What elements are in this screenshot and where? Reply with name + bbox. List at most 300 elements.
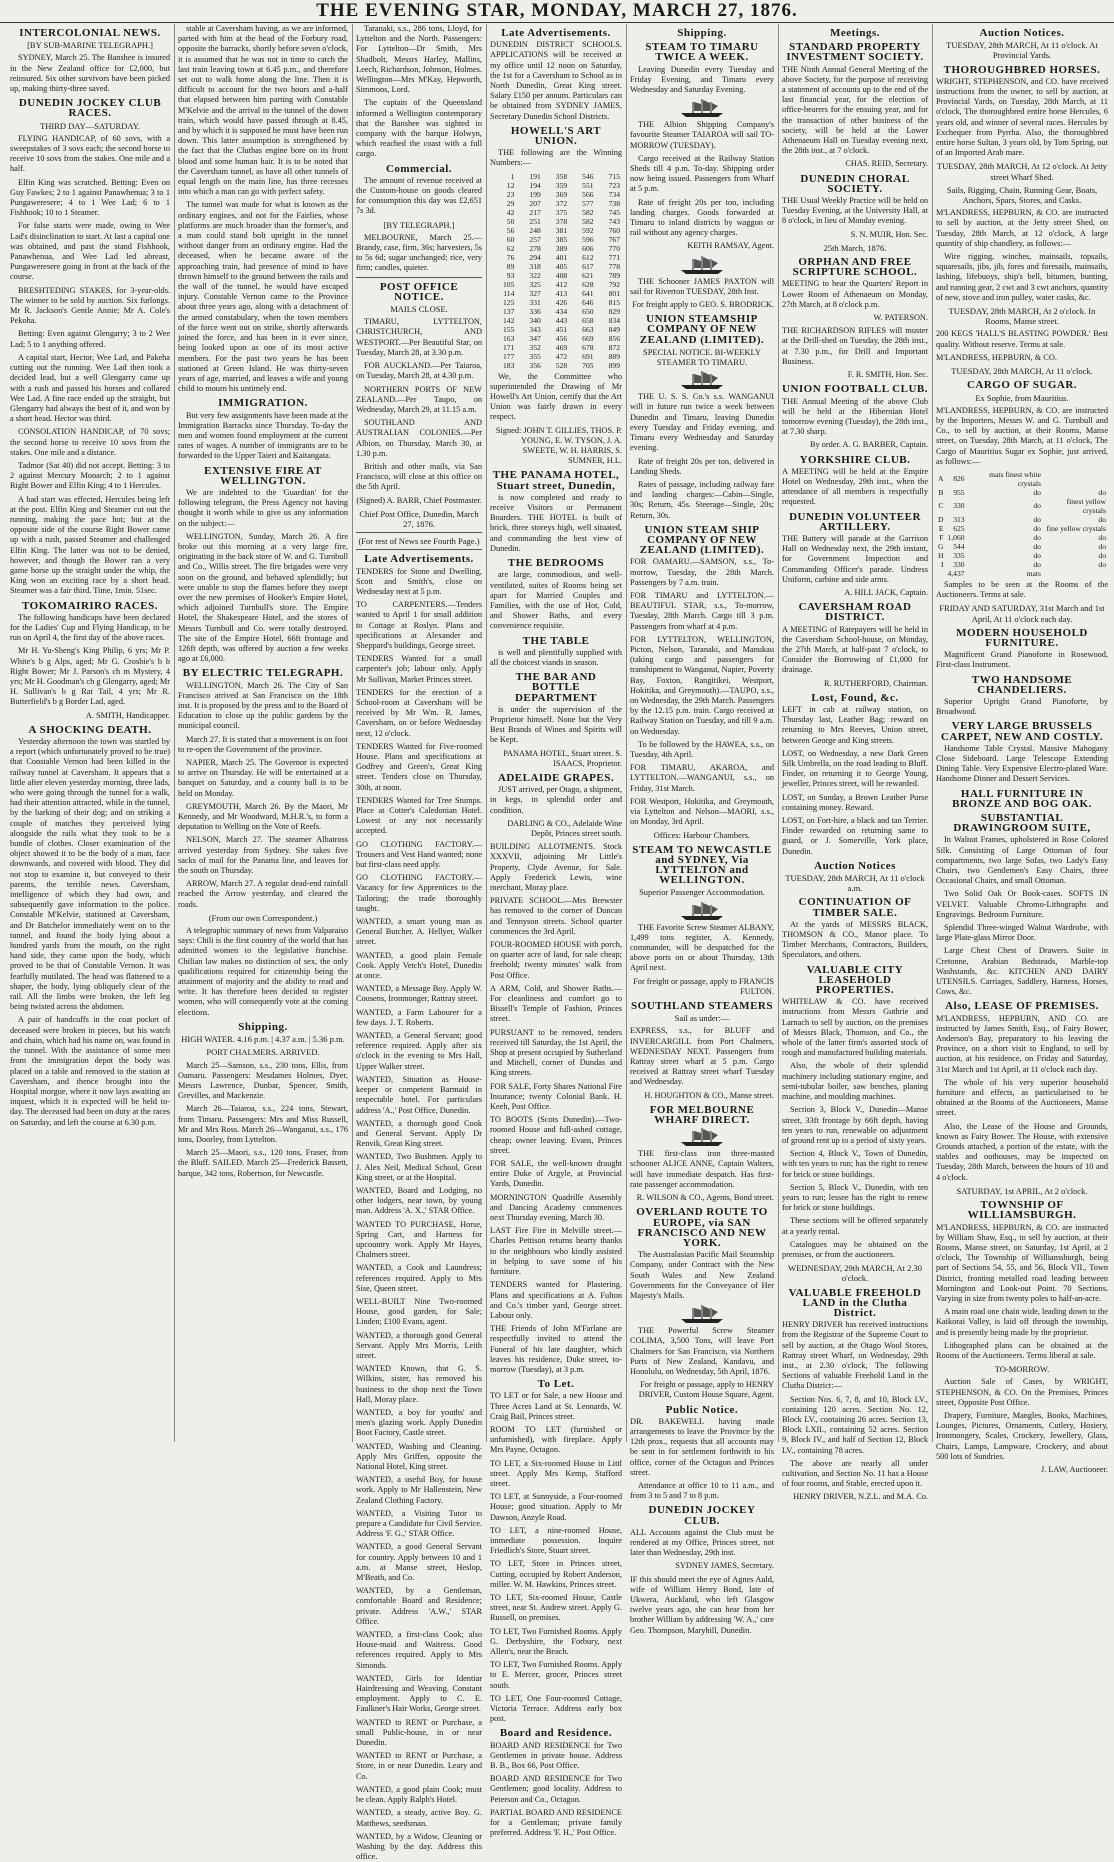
table-cell: 566 xyxy=(582,189,594,199)
subheading: TUESDAY, 28th MARCH, At 2 o'clock. In Rooms, Manse street. xyxy=(948,306,1096,327)
advertisement: THE Friends of John M'Farlane are respectfully invited to attend the Funeral of his late daughter, which leaves his residence, Duke street, to-morrow (Tuesday), at 3 p.m. xyxy=(490,1324,622,1374)
advertisement: WANTED, Washing and Cleaning. Apply Mrs Griffen, opposite the National Hotel, King street. xyxy=(356,1441,482,1471)
subheading: Ex Sophie, from Mauritius. xyxy=(975,392,1069,403)
advertisement: WANTED Known, that G. S. Wilkins, sister, has removed his business to the shop next the Town Hall, Moray place. xyxy=(356,1364,482,1404)
shipping-notice xyxy=(630,370,774,453)
section-heading: UNION STEAMSHIP COMPANY OF NEW ZEALAND (LIMITED). xyxy=(639,313,765,346)
article-paragraph: March 27. It is stated that a movement is on foot to re-open the Government of the province. xyxy=(178,734,348,754)
signature-line: KEITH RAMSAY, Agent. xyxy=(687,241,774,251)
advertisement: GO CLOTHING FACTORY.—Vacancy for few Apprentices to the Tailoring; the trade thoroughly taught. xyxy=(356,873,482,913)
signature-line: S. N. MUIR, Hon. Sec. xyxy=(850,229,928,239)
table-cell: do xyxy=(1033,559,1041,569)
article-paragraph: NELSON, March 27. The steamer Albatross arrived yesterday from Sydney. She takes five sacks of mail for the Panama line, and leaves for the south on Thursday. xyxy=(178,835,348,876)
article-paragraph: NORTHERN PORTS OF NEW ZEALAND.—Per Taupo, on Wednesday, March 29, at 11.15 a.m. xyxy=(356,384,482,414)
shipping-notice xyxy=(630,255,774,297)
table-row xyxy=(490,352,622,361)
advertisement: FOR LYTTELTON, WELLINGTON, Picton, Nelson, Taranaki, and Manukau (taking cargo and passengers for transhipment to Wanganui, Napier, Poverty Bay, Foxton, Rangitikei, Westport, Hokitika, and Greymouth).—TAUPO, s.s., on Wednesday, the 29th March. Passengers by the 12.15 p.m. train. Cargo received at Railway Station on Tuesday, and till 9 a.m. on Wednesday. xyxy=(630,634,774,736)
section-heading: Shipping. xyxy=(677,27,727,39)
article-paragraph: Lithographed plans can be obtained at the Rooms of the Auctioneers. Terms liberal at sale. xyxy=(936,1340,1108,1360)
advertisement: A MEETING of Ratepayers will be held in the Caversham School-house, on Monday, the 27th March, at half-past 7 o'clock, to Consider the Borrowing of £1,000 for drainage. xyxy=(782,624,928,675)
table-cell: 650 xyxy=(582,306,594,316)
table-cell: 789 xyxy=(608,270,620,280)
advertisement: LOST, on Sunday, a Brown Leather Purse containing money. Reward. xyxy=(782,792,928,812)
subheading: HIGH WATER. 4.16 p.m. | 4.37 a.m. | 5.36 p.m. xyxy=(181,1034,345,1045)
column-6 xyxy=(782,24,928,1502)
table-cell: 829 xyxy=(608,306,620,316)
subheading: (For rest of News see Fourth Page.) xyxy=(358,536,480,547)
table-cell: 12 xyxy=(506,180,515,190)
section-heading: VALUABLE CITY LEASEHOLD PROPERTIES. xyxy=(806,963,904,997)
subheading: SATURDAY, 1st APRIL, At 2 o'clock. xyxy=(956,1185,1088,1196)
subheading: TUESDAY, 28th MARCH, At 12 o'clock. At Jetty street Wharf Shed. xyxy=(936,161,1108,182)
signature-line: A. HILL JACK, Captain. xyxy=(844,587,928,597)
shipping-notice xyxy=(630,1127,774,1190)
section-heading: IMMIGRATION. xyxy=(218,397,308,410)
table-cell: 606 xyxy=(582,243,594,253)
table-cell: 889 xyxy=(608,351,620,361)
article-paragraph: Rate of freight 20s per ton, including landing charges. Goods forwarded at Timaru to inland districts by waggon or rail without any agency charges. xyxy=(630,197,774,238)
table-cell: do xyxy=(1033,532,1041,542)
table-cell: finest yellow crystals xyxy=(1066,496,1106,515)
advertisement: LEFT in cab at railway station, on Thursday last, Leather Bag; reward on returning to Mrs Reeves, Union street, between George and King streets. xyxy=(782,704,928,745)
table-cell: 331 xyxy=(529,297,541,307)
table-cell: 294 xyxy=(529,252,541,262)
advertisement: M'LANDRESS, HEPBURN, & CO. are instructed by the Importers, Messrs W. and G. Turnbull and Co., to sell by auction, at their Rooms, Manse street, on Tuesday, 28th March, at 11 o'clock, The Cargo of Mauritius Sugar ex Sophie, just arrived, as follows:— xyxy=(936,405,1108,466)
shipping-notice-text: THE first-class iron three-masted schooner ALICE ANNE, Captain Walters, will have immediate despatch. Has first-rate passenger accommodation. xyxy=(630,1149,774,1189)
article-paragraph: Splendid Three-winged Walnut Wardrobe, with large Plate-glass Mirror Door. xyxy=(936,923,1108,943)
advertisement: LOST, on Fort-hire, a black and tan Terrier. Finder rewarded on returning same to guard, or J. Somerville, York place, Dunedin. xyxy=(782,816,928,856)
divider xyxy=(356,549,482,550)
article-paragraph: BRESHTEDING STAKES, for 3-year-olds. The winner to be sold by auction. Six furlongs. Mr R. Jackson's Gentle Annie; Mr A. Cole's Pekoha. xyxy=(10,285,170,326)
article-paragraph: Two Solid Oak Or Book-cases. SOFTS IN VELVET. Valuable Chromo-Lithographs and Engravings. Bedroom Furniture. xyxy=(936,889,1108,919)
table-cell: 899 xyxy=(608,360,620,370)
table-cell: 155 xyxy=(503,324,515,334)
advertisement: WANTED, a good plain Female Cook. Apply Vetch's Hotel, Dunedin at once. xyxy=(356,950,482,981)
table-cell: 359 xyxy=(555,180,568,190)
article-paragraph: FLYING HANDICAP, of 60 sovs, with a sweepstakes of 3 sovs each; the second horse to receive 10 sovs from the stakes. One mile and a half. xyxy=(10,133,170,174)
table-cell: do xyxy=(1033,541,1041,551)
section-heading: ADELAIDE GRAPES. xyxy=(497,771,615,784)
table-cell: 646 xyxy=(582,297,594,307)
advertisement: IF this should meet the eye of Agnes Auld, wife of William Henry Bond, late of Ukwera, Auckland, who left Glasgow twelve years ago, she can hear from her brother William by addressing 'W. A.,' care Geo. Thompson, Maryhill, Dunedin. xyxy=(630,1574,774,1635)
shipping-notice xyxy=(630,901,774,974)
table-cell: 641 xyxy=(582,288,594,298)
shipping-notice-text: THE Schooner JAMES PAXTON will sail for Riverton TUESDAY, 28th Inst. xyxy=(630,276,774,296)
table-cell: 1,060 xyxy=(947,532,965,542)
table-cell: 738 xyxy=(608,198,620,208)
table-cell: 582 xyxy=(582,207,594,217)
table-cell: 617 xyxy=(582,261,594,271)
article-paragraph: NAPIER, March 25. The Governor is expected to arrive on Thursday. He will be entertained at a banquet on Saturday, and a county ball is to be held on Monday. xyxy=(178,758,348,798)
advertisement: LOST, on Wednesday, a new Dark Green Silk Umbrella, on the road leading to Bluff. Finder, on returning it to George Young, jeweller, Princes street, will be rewarded. xyxy=(782,748,928,789)
table-row xyxy=(490,199,622,208)
advertisement: WANTED, Situation as House-keeper or competent Barmaid in respectable hotel. For particulars address 'A.,' Post Office, Dunedin. xyxy=(356,1074,482,1115)
section-heading: EXTENSIVE FIRE AT WELLINGTON. xyxy=(204,464,322,487)
article-paragraph: Samples to be seen at the Rooms of the Auctioneers. Terms at sale. xyxy=(936,579,1108,600)
table-cell: C xyxy=(938,501,944,511)
signature-line: For freight or passage, apply to HENRY DRIVER, Custom House Square, Agent. xyxy=(638,1380,774,1400)
advertisement: WRIGHT, STEPHENSON, and CO. have received instructions from the owner, to sell by auction, at Provincial Yards, on Tuesday, 28th March, at 11 o'clock, The thoroughbred entire horse Hercules, 6 years old, and winner of several races. Hercules by Exchequer from Pyrrha. Also, the thoroughbred entire horse Sultan, 3 years old, by Tom Spring, out of an Imported Arab mare. xyxy=(936,76,1108,158)
shipping-notice-text: THE U. S. S. Co.'s s.s. WANGANUI will in future run twice a week between Dunedin and Timaru, leaving Dunedin every Tuesday and Friday evening, and Timaru every Wednesday and Saturday evening. xyxy=(630,392,774,453)
table-cell: 330 xyxy=(953,501,965,511)
table-row xyxy=(936,515,1108,524)
article-paragraph: The Australasian Pacific Mail Steamship Company, under Contract with the New South Wales and New Zealand Governments for the Conveyance of Her Majesty's Mails. xyxy=(630,1250,774,1300)
advertisement: LAST Fire Fire in Melville street.—Charles Pettison returns hearty thanks to the neighbours who kindly assisted in helping to save some of his furniture. xyxy=(490,1226,622,1277)
signature-line: CHAS. REID, Secretary. xyxy=(845,159,928,169)
advertisement: FOR OAMARU.—SAMSON, s.s., To-morrow, Tuesday, the 28th March. Passengers by 7 a.m. train. xyxy=(630,557,774,587)
table-cell: do xyxy=(1033,501,1041,511)
table-cell: 628 xyxy=(582,279,594,289)
signature-line: H. HOUGHTON & CO., Manse street. xyxy=(644,1090,774,1100)
table-cell: 177 xyxy=(503,351,515,361)
table-cell: 767 xyxy=(608,234,620,244)
advertisement: TO LET, a Six-roomed House in Littl street. Apply Mrs Kemp, Stafford street. xyxy=(490,1458,622,1488)
table-cell: 207 xyxy=(529,198,541,208)
advertisement: TO LET, Two Furnished Rooms. Apply to E. Mercer, grocer, Princes street south. xyxy=(490,1660,622,1690)
table-cell: mats xyxy=(1026,568,1041,578)
table-cell: 801 xyxy=(608,288,620,298)
table-cell: 381 xyxy=(555,225,568,235)
sailing-ship-icon xyxy=(677,901,727,921)
section-heading: DUNEDIN VOLUNTEER ARTILLERY. xyxy=(789,510,921,533)
table-row xyxy=(490,343,622,352)
advertisement: TENDERS wanted for Plastering. Plans and specifications at A. Fulton and Co.'s timber yard, George street. Labour only. xyxy=(490,1280,622,1320)
table-cell: 89 xyxy=(506,261,515,271)
article-paragraph: Rates of passage, including railway fare and landing charges:—Cabin—Single, 30s; Return, 45s. Steerage—Single, 20s; Return, 30s. xyxy=(630,479,774,520)
advertisement: M'LANDRESS, HEPBURN, & CO. are instructed to sell by auction, at the Jetty street Shed, on Tuesday, 28th March, at 12 o'clock, A large quantity of ship chandlery, as follows:— xyxy=(936,208,1108,248)
advertisement: TO LET or for Sale, a new House and Three Acres Land at St. Leonards, W. Craig Bail, Princes street. xyxy=(490,1391,622,1421)
article-paragraph: The tunnel was made for what is known as the ordinary engines, and not for the Fairlies, whose platforms are much broader than the former's, and a man could stand bolt upright in the tunnel without danger from an ordinary engine. Had the deceased, when he became aware of the approaching train, had presence of mind to have thrown himself to the ground between the rails and the wall of the tunnel, he would have escaped injury. Constable Vernon came to the Province about three years ago, along with a detachment of the armed constabulary, when the town members of the force went out on strike, shortly afterwards joined the force, and has been in it ever since, being looked upon as one of its most active members. For the past two years he has been stationed at Green Island. He was thirty-seven years of age, married, and leaves a wife and young child to mourn his untimely end. xyxy=(178,200,348,394)
column-5 xyxy=(630,24,774,1635)
advertisement: PRIVATE SCHOOL.—Mrs Brewster has removed to the corner of Duncan and Tennyson streets. School quarter commences the 3rd April. xyxy=(490,896,622,936)
subheading: WEDNESDAY, 29th MARCH, At 2.30 o'clock. xyxy=(788,1263,922,1284)
advertisement: BOARD AND RESIDENCE for Two Gentlemen; good locality. Address to Peterson and Co., Octagon. xyxy=(490,1774,622,1804)
advertisement: EXPRESS, s.s., for BLUFF and INVERCARGILL from Port Chalmers, WEDNESDAY NEXT. Passengers from Rattray street wharf at 5 p.m. Cargo received at Rattray street wharf Tuesday and Wednesday. xyxy=(630,1026,774,1087)
table-row xyxy=(490,226,622,235)
table-row xyxy=(936,497,1108,515)
advertisement: M'LANDRESS, HEPBURN, AND CO. are instructed by James Smith, Esq., of Fairy Bower, Anderson's Bay, preparatory to his leaving the Province, on a short visit to England, to sell by auction, at his residence, on Friday and Saturday, 31st March and 1st April, at 11 o'clock each day. xyxy=(936,1013,1108,1074)
table-cell: 358 xyxy=(555,171,568,181)
advertisement: TO BOOTS (Scots Dunedin).—Two-roomed House and full-ashed cottage, cheap; owner leaving. Evans, Princes street. xyxy=(490,1115,622,1155)
article-paragraph: We, the Committee who superintended the Drawing of Mr Howell's Art Union, certify that the Art Union was fairly drawn in every respect. xyxy=(490,371,622,422)
signature-line: R. RUTHERFORD, Chairman. xyxy=(824,678,928,688)
subheading: Sails, Rigging, Chain, Running Gear, Boats, Anchors, Spars, Stores, and Casks. xyxy=(946,184,1098,206)
table-cell: 335 xyxy=(953,550,965,560)
article-paragraph: Also, the Lease of the House and Grounds, known as Fairy Bower. The House, with extensive Grounds attached, a portion of the estate, with the stables and outhouses, may be inspected on Tuesday, 28th March, between the hours of 10 and 4 o'clock. xyxy=(936,1121,1108,1182)
sailing-ship-icon xyxy=(677,1127,727,1147)
section-heading: STEAM TO TIMARU TWICE A WEEK. xyxy=(645,41,759,64)
advertisement: M'LANDRESS, HEPBURN, & CO. are instructed by William Shaw, Esq., to sell by auction, at their Rooms, Manse street, on Saturday, 1st April, at 2 o'clock, The Township of Williamsburgh, being part of Sections 54, 55, and 56, Block VII., Town District, fronting metalled road leading between Mornington and Look-out Point. 70 Sections. Varying in size from twenty poles to half-an-acre. xyxy=(936,1222,1108,1303)
section-heading: Auction Notices xyxy=(814,859,896,872)
advertisement: 200 KEGS 'HALL'S BLASTING POWDER.' Best quality. Without reserve. Terms at sale. xyxy=(936,329,1108,349)
table-cell: 456 xyxy=(555,333,568,343)
article-paragraph: are large, commodious, and well-ventilated, suites of Rooms being set apart for Married Couples and Families, with the use of Hot, Cold, and Shower Baths, and every convenience requisite. xyxy=(490,570,622,631)
table-row xyxy=(490,217,622,226)
article-paragraph: SOUTHLAND AND AUSTRALIAN COLONIES.—Per Albion, on Thursday, March 30, at 1.30 p.m. xyxy=(356,418,482,458)
table-cell: I xyxy=(940,559,944,569)
section-heading: DUNEDIN JOCKEY CLUB RACES. xyxy=(18,97,162,120)
table-cell: 62 xyxy=(506,243,515,253)
section-heading: STEAM TO NEWCASTLE and SYDNEY, Via LYTTELTON and WELLINGTON. xyxy=(632,843,772,887)
column-4 xyxy=(490,24,622,1838)
advertisement: WANTED, Girls for Identiar Hairdressing and Weaving. Constant employment. Apply to C. E. Faulkner's Hair Works, George street. xyxy=(356,1673,482,1714)
table-cell: 582 xyxy=(582,216,594,226)
signature-line: By order. A. G. BARBER, Captain. xyxy=(810,440,928,450)
table-cell: 163 xyxy=(503,333,515,343)
section-heading: THE BEDROOMS xyxy=(507,557,605,570)
article-paragraph: We are indebted to the 'Guardian' for the following telegram, the Press Agency not having thought it worth while to give us any information on the subject:— xyxy=(178,487,348,528)
advertisement: WANTED, a useful Boy, for house work. Apply to Mr Hallenstein, New Zealand Clothing Factory. xyxy=(356,1475,482,1505)
table-cell: 372 xyxy=(555,198,568,208)
table-row xyxy=(936,470,1108,488)
subheading: Chief Post Office, Dunedin, March 27, 1876. xyxy=(359,508,479,529)
article-paragraph: March 25—Maori, s.s., 120 tons, Fraser, from the Bluff. SAILED. March 25—Frederick Bassett, barque, 342 tons, Robertson, for Newcastle. xyxy=(178,1148,348,1178)
section-heading: POST OFFICE NOTICE. xyxy=(379,280,459,303)
article-paragraph: stable at Caversham having, as we are informed, parted with him at the head of the Forbury road, opposite the barracks, shortly before seven o'clock, it is assumed that he was not in time to catch the last train leaving town at 6.45 p.m., and therefore set out to walk home along the line. Then it is difficult to account for the two hours and a-half that elapsed between him parting with Constable M'Kelvie and the arrival in the tunnel of the down train, which would have passed through at 8.45, and by which it is supposed he must have been run down. This latter assumption is strengthened by the fact that the Cluthas engine bore on its front blood and some human hair. It is to be noted that the Caversham tunnel, as have all other tunnels of equal length on the main line, has three recesses into which a man can go with perfect safety. xyxy=(178,24,348,197)
shipping-notice xyxy=(630,1304,774,1377)
table-cell: 770 xyxy=(608,243,620,253)
table-row xyxy=(936,533,1108,542)
advertisement: DUNEDIN DISTRICT SCHOOLS. APPLICATIONS will be received at my office until 12 noon on Saturday, the 1st for a Caversham to School as in North Dunedin, Great King street. Salary £150 per annum. Particulars can be obtained from SYDNEY JAMES, Secretary Dunedin School Districts. xyxy=(490,40,622,121)
table-cell: do xyxy=(1098,514,1106,524)
table-cell: 60 xyxy=(506,234,515,244)
table-cell: 544 xyxy=(953,541,965,551)
table-cell: 577 xyxy=(582,198,594,208)
article-paragraph: Drapery, Furniture, Mangles, Books, Machines, Lounges, Pictures, Ornaments, Cutlery, Hosiery, Ironmongery, Scales, Crockery, Jewellery, Glass, Chairs, Lamps, Lampware, Crockery, and about 500 lots of Sundries. xyxy=(936,1410,1108,1461)
table-cell: 105 xyxy=(503,279,515,289)
section-heading: Public Notice. xyxy=(665,1403,739,1416)
column-rule xyxy=(932,24,933,1442)
table-cell: do xyxy=(1033,550,1041,560)
table-cell: 248 xyxy=(529,225,541,235)
advertisement: FOR SALE, the well-known draught entire Duke of Argyle, at Provincial Yards, Dunedin. xyxy=(490,1159,622,1189)
section-heading: TOWNSHIP OF WILLIAMSBURGH. xyxy=(967,1199,1077,1222)
advertisement: FOR TIMARU, AKAROA, and LYTTELTON.—WANGANUI, s.s., on Friday, 31st March. xyxy=(630,763,774,793)
article-paragraph: March 25—Samson, s.s., 230 tons, Ellis, from Oamaru. Passengers: Mesdames Holmes, Dyer, Messrs Lawrence, Dunbar, Spencer, Smith, Grevilles, and Mackenzie. xyxy=(178,1060,348,1101)
table-cell: 621 xyxy=(582,270,594,280)
signature-line: Signed: JOHN T. GILLIES, THOS. P. YOUNG, E. W. TYSON, J. A. SWEETE, W. H. HARRIS, S. SUMNER, H.L. xyxy=(495,425,622,466)
section-heading: UNION STEAM SHIP COMPANY OF NEW ZEALAND (LIMITED). xyxy=(639,523,765,557)
section-heading: HALL FURNITURE IN BRONZE AND BOG OAK. xyxy=(952,787,1092,810)
table-cell: 792 xyxy=(608,279,620,289)
advertisement: WANTED, a thorough good Cook and General Servant. Apply Dr Renvik, Great King street. xyxy=(356,1118,482,1149)
table-cell: 352 xyxy=(529,342,541,352)
section-heading: DUNEDIN CHORAL SOCIETY. xyxy=(800,172,910,195)
article-paragraph: Also, the whole of their splendid machinery including stationary engine, and semi-tubular boiler, saw benches, planing machine, and moulding machines. xyxy=(782,1061,928,1102)
article-paragraph: Taranaki, s.s., 286 tons, Lloyd, for Lyttelton and the North. Passengers: For Lyttelton—Dr Smith, Mrs Shadbolt, Messrs Harley, Mallins, Leech, Richardson, Johnson, Holmes. Wellington—Mrs M'Kay, Hepworth, Simmons, Lord. xyxy=(356,24,482,95)
advertisement: FOR TIMARU and LYTTELTON.—BEAUTIFUL STAR, s.s., To-morrow, Tuesday, 28th March. Cargo till 3 p.m. Passengers from wharf at 4 p.m. xyxy=(630,590,774,631)
table-cell: 194 xyxy=(529,180,541,190)
article-paragraph: WELLINGTON, Sunday, March 26. A fire broke out this morning at a very large fire, originating in the back store of W. and G. Turnbull and Co., Willis street. The fire brigades were very soon on the ground, and behaved splendidly; but were unable to stop the flames before they swept over the new premises of Hooker's Empire Hotel, which adjoined Turnbull's store. The Empire Hotel, the Shakespeare Hotel, and the stores of Messrs Turnbull and Co. were totally destroyed. The site of the Empire Hotel, 66ft frontage and 126ft depth, was offered by auction a few weeks ago at £6,000. xyxy=(178,531,348,664)
section-heading: THOROUGHBRED HORSES. xyxy=(943,63,1101,76)
divider xyxy=(356,532,482,533)
table-cell: 343 xyxy=(529,324,541,334)
table-row xyxy=(490,181,622,190)
sailing-ship-icon xyxy=(677,98,727,118)
article-paragraph: Yesterday afternoon the town was startled by a report (which unfortunately proved to be true) that Constable Vernon had been killed in the railway tunnel at Caversham. It appears that a little after eleven yesterday morning, three lads, who were going through the tunnel for a walk, had their attention attracted, while in the tunnel, by the barking of their dog; and on striking a couple of matches they perceived lying alongside the rails what they took to be a bundle of clothes. Closer examination of the object showed it to be the body of a man, face downwards, and covered with blood. They did not stop to examine it, but conveyed to their parents, the terrible news. Caversham, intelligence of which they had own, and subsequently gave information to the police. Constable M'Kelvie, stationed at Caversham, and Dr Batchelor immediately went on to the tunnel, and found the body lying about a hundred yards from the mouth, on the right hand side, they came upon the body, which proved to be that of Constable Vernon. It was fearfully mutilated. The head was flattened to a shaper, the body, lying obliquely clear of the rail. All the limbs were broken, the left leg being twisted across the abdomen. xyxy=(10,737,170,1012)
table-row xyxy=(490,262,622,271)
table-cell: do xyxy=(1098,532,1106,542)
article-paragraph: A pair of handcuffs in the coat pocket of deceased were broken in pieces, but his watch and chain, which had his name on, was found in the tunnel. With the assistance of some men from the immigration depot the body was placed on a table and removed to the station at Caversham, and thence brought into the Hospital morgue, where it now lays awaiting an inquest, which it is expected will be held to-day. The deceased had been on duty at the races on Saturday, and left the course at 6.30 p.m. xyxy=(10,1015,170,1127)
advertisement: WANTED, by a Gentleman, comfortable Board and Residence; private. Address 'A.W.,' STAR Office. xyxy=(356,1586,482,1626)
table-cell: 318 xyxy=(529,261,541,271)
columns-container xyxy=(10,24,1108,1862)
article-paragraph: Auction Sale of Cases, by WRIGHT, STEPHENSON, & CO. On the Premises, Princes street, Opposite Post Office. xyxy=(936,1377,1108,1407)
table-cell: 93 xyxy=(506,270,515,280)
table-row xyxy=(936,551,1108,560)
table-cell: A xyxy=(938,474,944,484)
section-heading: INTERCOLONIAL NEWS. xyxy=(19,27,161,39)
article-paragraph: Section 4, Block V., Town of Dunedin, with ten years to run; has the right to renew for brick or stone buildings. xyxy=(782,1149,928,1179)
table-cell: 327 xyxy=(529,288,541,298)
advertisement: FOUR-ROOMED HOUSE with porch, on quarter acre of land, for sale cheap; freehold; twenty minutes' walk from Post Office. xyxy=(490,940,622,980)
article-paragraph: March 26—Taiaroa, s.s., 224 tons, Stewart, from Timaru. Passengers: Mrs and Miss Russell, Mr and Mrs Ross. March 26—Wanganui, s.s., 176 tons, Doorley, from Lyttelton. xyxy=(178,1104,348,1144)
signature-line: F. R. SMITH, Hon. Sec. xyxy=(847,370,928,380)
article-paragraph: FOR AUCKLAND.—Per Taiaroa, on Tuesday, March 28, at 4.30 p.m. xyxy=(356,361,482,381)
table-row xyxy=(490,361,622,370)
section-heading: THE BAR AND BOTTLE DEPARTMENT xyxy=(514,671,598,704)
table-cell: 715 xyxy=(608,171,620,181)
subheading: [BY TELEGRAPH.] xyxy=(383,219,455,230)
subheading: TUESDAY, 28th MARCH, At 11 o'clock a.m. xyxy=(785,873,925,894)
table-cell: 691 xyxy=(582,351,594,361)
table-cell: 426 xyxy=(555,297,568,307)
table-row xyxy=(490,316,622,325)
table-cell: 723 xyxy=(608,180,620,190)
article-paragraph: Attendance at office 10 to 11 a.m., and from 3 to 5 and 7 to 8 p.m. xyxy=(630,1480,774,1501)
table-cell: B xyxy=(938,487,944,497)
advertisement: WANTED to RENT or Purchase, a small Public-house, in or near Dunedin. xyxy=(356,1717,482,1748)
section-heading: To Let. xyxy=(537,1378,575,1391)
table-cell: 469 xyxy=(555,342,568,352)
advertisement: TO LET, at Sunnyside, a Four-roomed House; good situation. Apply to Mr Dawson, Anzyle Road. xyxy=(490,1492,622,1522)
table-cell: 834 xyxy=(608,315,620,325)
table-cell: 815 xyxy=(608,297,620,307)
article-paragraph: Section 3, Block V., Dunedin—Manse street, 33ft frontage by 66ft depth, having ten years to run, renewable on adjustment of ground rent up to a period of sixty years. xyxy=(782,1105,928,1145)
section-heading: Meetings. xyxy=(829,27,880,39)
advertisement: TENDERS for the erection of a School-room at Caversham will be received by Mr Wm. R. James, Caversham, on or before Wednesday next, 12 o'clock. xyxy=(356,687,482,738)
table-cell: 191 xyxy=(529,171,541,181)
table-cell: 872 xyxy=(608,342,620,352)
table-cell: E xyxy=(938,523,944,533)
article-paragraph: The captain of the Queensland informed a Wellington contemporary that the Banshee was sighted in company with the barque Holwyn, which reached the coast with a full cargo. xyxy=(356,98,482,159)
table-cell: 401 xyxy=(555,252,568,262)
table-cell: 378 xyxy=(555,216,568,226)
advertisement: GO CLOTHING FACTORY.—Trousers and Vest Hand wanted; none but first-class need apply. xyxy=(356,839,482,870)
article-paragraph: A main road one chain wide, leading down to the Kaikorai Valley, is laid off through the township, and is presently being made by the proprietor. xyxy=(936,1307,1108,1337)
table-row xyxy=(490,325,622,334)
article-paragraph: Section 5, Block V., Dunedin, with ten years to run; lessee has the right to renew for brick or stone buildings. xyxy=(782,1182,928,1213)
divider xyxy=(356,277,482,278)
table-cell: 434 xyxy=(555,306,568,316)
section-heading: CARGO OF SUGAR. xyxy=(966,379,1078,392)
column-7 xyxy=(936,24,1108,1474)
advertisement: BUILDING ALLOTMENTS. Stock XXXVII, adjoining Mr Little's Property, Clyde Avenue, for Sale. Apply Frederick Lewis, wine merchant, Moray place. xyxy=(490,842,622,892)
article-paragraph: A bad start was effected, Hercules being left at the post. Elfin King and Steamer cut out the running, making the pace hot; but at the opposite side of the course Right Bower came up with a rush, passed Steamer and challenged Elfin King. The latter was not to be denied, however, and though the Bower ran a very game horse up the straight under the whip, the King won an exciting race by a short head. Steamer was a fair third. Time, 1min. 51sec. xyxy=(10,494,170,596)
table-cell: D xyxy=(938,514,944,524)
column-1 xyxy=(10,24,170,1442)
shipping-notice-text: THE Powerful Screw Steamer COLIMA, 3,500 Tons, will leave Port Chalmers for San Francisco, via Northern Ports of New Zealand, Kandavu, and Honolulu, on Wednesday, 5th April, 1876. xyxy=(630,1326,774,1376)
table-cell: F xyxy=(939,532,944,542)
advertisement: WELL-BUILT Nine Two-roomed House, good garden, for Sale; Linden; £100 Evans, agent. xyxy=(356,1296,482,1327)
article-paragraph: Elfin King was scratched. Betting: Even on Guy Fawkes; 2 to 1 against Panawhenua; 3 to 1 Pungaweresere; 4 to 1 Wee Lad; 6 to 1 Fishhook; 10 to 1 Steamer. xyxy=(10,177,170,218)
table-cell: G xyxy=(938,541,944,551)
table-cell: 385 xyxy=(555,234,568,244)
advertisement: WANTED to RENT or Purchase, a Store, in or near Dunedin. Leary and Co. xyxy=(356,1751,482,1781)
column-rule xyxy=(778,24,779,1442)
column-rule xyxy=(352,24,353,1442)
advertisement: WANTED, a Farm Labourer for a few days. J. T. Roberts. xyxy=(356,1007,482,1027)
table-cell: 734 xyxy=(608,189,620,199)
table-cell: 771 xyxy=(608,252,620,262)
table-cell: 551 xyxy=(582,180,594,190)
table-cell: 76 xyxy=(506,252,515,262)
section-heading: Commercial. xyxy=(385,162,453,175)
table-cell: do xyxy=(1098,550,1106,560)
article-paragraph: Section Nos. 6, 7, 8, and 10, Block LV., containing 120 acres. Section No. 12, Block LV., containing 26 acres. Section 13, Block LXII., containing 52 acres. Section 9, Block IV., and half of Section 12, Block LV., containing 78 acres. xyxy=(782,1394,928,1455)
table-row xyxy=(490,280,622,289)
advertisement: TENDERS Wanted for a small carpenter's job; labour only. Apply Mr Sullivan, Market Princes street. xyxy=(356,654,482,684)
table-cell: 23 xyxy=(506,189,515,199)
section-heading: THE TABLE xyxy=(522,634,590,647)
table-cell: 313 xyxy=(953,514,965,524)
table-row xyxy=(490,298,622,307)
table-row xyxy=(490,271,622,280)
table-cell: 4,437 xyxy=(947,568,965,578)
table-cell: 663 xyxy=(582,324,594,334)
table-cell: 389 xyxy=(555,243,568,253)
article-paragraph: In Walnut Frames, upholstered in Rose Colored Silk. Consisting of Large Ottoman of four compartments, two large Sofas, two Lady's Easy Chairs, two Gentlemen's Easy Chairs, three Occasional Chairs, and small Ottoman. xyxy=(936,835,1108,886)
masthead-title: THE EVENING STAR, MONDAY, MARCH 27, 1876. xyxy=(0,0,1114,23)
table-cell: 322 xyxy=(529,270,541,280)
section-heading: OVERLAND ROUTE TO EUROPE, via SAN FRANCISCO AND NEW YORK. xyxy=(636,1206,768,1249)
advertisement: WANTED, a good plain Cook; must be clean. Apply Ralph's Hotel. xyxy=(356,1784,482,1805)
subheading: Offices: Harbour Chambers. xyxy=(653,830,751,841)
article-paragraph: Betting: Even against Glengarry; 3 to 2 Wee Lad; 5 to 1 anything offered. xyxy=(10,329,170,349)
section-heading: VALUABLE FREEHOLD LAND in the Clutha District. xyxy=(788,1286,922,1319)
table-cell: 705 xyxy=(582,360,594,370)
table-row xyxy=(936,524,1108,533)
section-heading: TOKOMAIRIRO RACES. xyxy=(22,599,158,612)
table-row xyxy=(490,307,622,316)
subheading: THIRD DAY—SATURDAY. xyxy=(40,120,140,131)
section-heading: Auction Notices. xyxy=(979,27,1065,39)
advertisement: ALL Accounts against the Club must be rendered at my Office, Princes street, not later than Wednesday, 29th inst. xyxy=(630,1527,774,1558)
table-cell: 596 xyxy=(582,234,594,244)
section-heading: SUBSTANTIAL DRAWINGROOM SUITE, xyxy=(953,811,1091,835)
table-row xyxy=(490,334,622,343)
section-heading: CONTINUATION OF TIMBER SALE. xyxy=(798,896,912,919)
subheading: [BY SUB-MARINE TELEGRAPH.] xyxy=(27,40,153,51)
sailing-ship-icon xyxy=(677,255,727,275)
table-cell: 408 xyxy=(555,270,568,280)
table-row xyxy=(490,289,622,298)
advertisement: WANTED, a first-class Cook; also House-maid and Waitress. Good references required. Apply to Mrs Simonds. xyxy=(356,1630,482,1670)
table-cell: 278 xyxy=(529,243,541,253)
advertisement: TO CARPENTERS.—Tenders wanted to April 1 for small addition to Cottage at Roslyn. Plans and specifications at Alexander and Sheppard's buildings, George street. xyxy=(356,600,482,650)
subheading: SPECIAL NOTICE. BI-WEEKLY STEAMER TO TIMARU. xyxy=(642,346,762,368)
section-heading: FOR MELBOURNE WHARF DIRECT. xyxy=(649,1103,755,1127)
advertisement: A ARM, Cold, and Shower Baths.—For cleanliness and comfort go to Bissell's Temple of Fashion, Princes street. xyxy=(490,983,622,1024)
article-paragraph: CONSOLATION HANDICAP, of 70 sovs; the second horse to receive 10 sovs from the stakes. One mile and a distance. xyxy=(10,427,170,457)
sailing-ship-icon xyxy=(677,370,727,390)
article-paragraph: Tadmor (Sat 40) did not accept. Betting: 3 to 2 against Mercury Monarch; 2 to 1 against Right Bower and Elfin King; 4 to 1 Hercules. xyxy=(10,460,170,491)
article-paragraph: TIMARU, LYTTELTON, CHRISTCHURCH, AND WESTPORT.—Per Beautiful Star, on Tuesday, March 28, at 3.30 p.m. xyxy=(356,317,482,357)
winning-numbers-table xyxy=(490,172,622,370)
section-heading: Also, LEASE OF PREMISES. xyxy=(945,1000,1099,1013)
table-cell: 142 xyxy=(503,315,515,325)
signature-line: For freight or passage, apply to FRANCIS FULTON. xyxy=(633,976,774,996)
